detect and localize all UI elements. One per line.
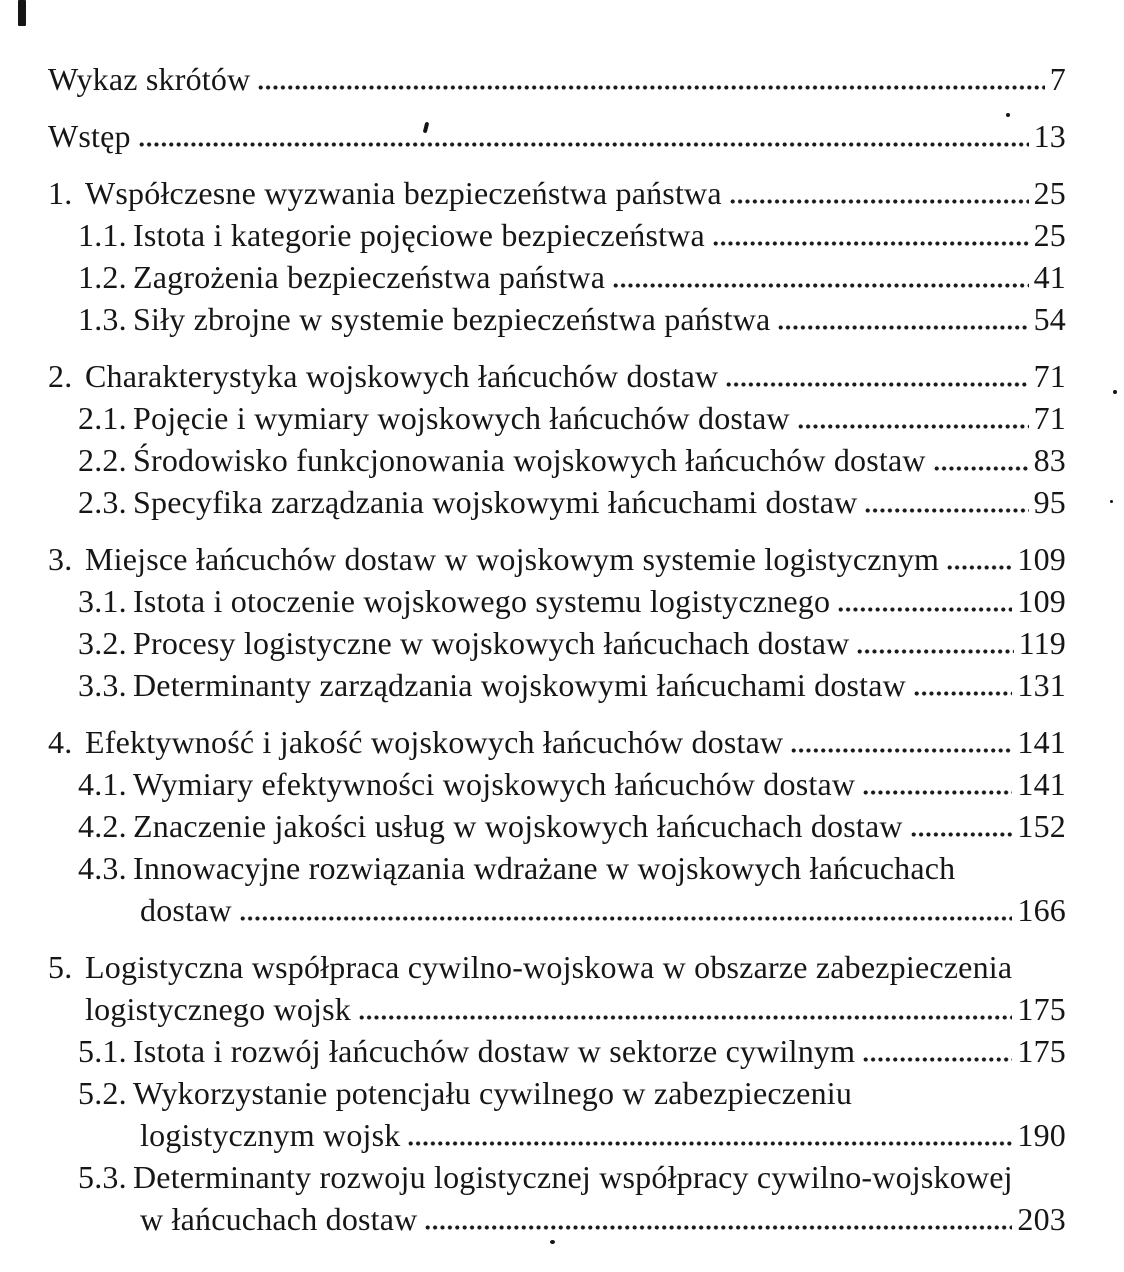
leader-dots [862,790,1012,795]
toc-entry-number: 4.3. [78,850,127,886]
toc-entry-number: 5.2. [78,1075,127,1111]
toc-page-number: 166 [1017,892,1066,928]
toc-entry-label: Charakterystyka wojskowych łańcuchów dostaw [85,358,719,394]
toc-entry-number: 4. [48,724,73,760]
toc-row [0,1072,1066,1114]
toc-entry-number: 1. [48,175,73,211]
toc-entry-number: 1.2. [78,259,127,295]
toc-row [0,763,1066,805]
toc-entry-number: 2.2. [78,442,127,478]
leader-dots [725,382,1028,387]
toc-entry-label: Istota i rozwój łańcuchów dostaw w sektorze cywilnym [133,1033,856,1069]
toc-row [0,256,1066,298]
toc-row [0,298,1066,340]
toc-entry-label: Środowisko funkcjonowania wojskowych łańcuchów dostaw [133,442,926,478]
toc-row [0,397,1066,439]
toc-entry-label: w łańcuchach dostaw [140,1201,418,1237]
leader-dots [837,607,1012,612]
toc-entry-label: Innowacyjne rozwiązania wdrażane w wojskowych łańcuchach [133,850,956,886]
toc-page-number: 95 [1033,484,1066,520]
scan-artifact-dot [1113,390,1117,394]
toc-entry-label: Istota i otoczenie wojskowego systemu logistycznego [133,583,831,619]
toc-entry-number: 5.1. [78,1033,127,1069]
toc-entry-label: Procesy logistyczne w wojskowych łańcuchach dostaw [133,625,850,661]
leader-dots [358,1015,1012,1020]
toc-page-number: 25 [1033,217,1066,253]
toc-entry-number: 3.1. [78,583,127,619]
scan-artifact-dot [1110,500,1113,503]
toc-page-number: 141 [1017,766,1066,802]
toc-row [0,1156,1066,1198]
toc-entry-number: 3.2. [78,625,127,661]
toc-row [0,115,1066,157]
toc-entry-label: Wykaz skrótów [48,61,251,97]
toc-row [0,946,1066,988]
toc-row [0,1114,1066,1156]
toc-entry-label: Efektywność i jakość wojskowych łańcuchów dostaw [85,724,784,760]
toc-page-number: 203 [1017,1201,1066,1237]
toc-row [0,172,1066,214]
leader-dots [239,916,1013,921]
toc-entry-number: 3.3. [78,667,127,703]
toc-page-number: 152 [1017,808,1066,844]
toc-page-number: 13 [1033,118,1066,154]
toc-entry-label: Współczesne wyzwania bezpieczeństwa państwa [85,175,722,211]
toc-page-number: 119 [1018,625,1066,661]
toc-row [0,847,1066,889]
scan-artifact-dot [550,1240,555,1244]
toc-entry-label: Pojęcie i wymiary wojskowych łańcuchów dostaw [133,400,790,436]
toc-entry-number: 4.1. [78,766,127,802]
toc-entry-label: dostaw [140,892,232,928]
toc-page-number: 71 [1033,400,1066,436]
toc-entry-label: Zagrożenia bezpieczeństwa państwa [133,259,606,295]
toc-page-number: 25 [1033,175,1066,211]
toc-page-number: 131 [1017,667,1066,703]
toc-entry-number: 2. [48,358,73,394]
leader-dots [946,565,1012,570]
leader-dots [790,748,1012,753]
toc-entry-label: Specyfika zarządzania wojskowymi łańcuchami dostaw [133,484,858,520]
toc-row [0,538,1066,580]
toc-page-number: 141 [1017,724,1066,760]
leader-dots [797,424,1029,429]
toc-page-number: 190 [1017,1117,1066,1153]
toc-row [0,805,1066,847]
toc-entry-label: Znaczenie jakości usług w wojskowych łańcuchach dostaw [133,808,903,844]
toc-entry-label: logistycznym wojsk [140,1117,401,1153]
leader-dots [138,142,1029,147]
toc-entry-label: Istota i kategorie pojęciowe bezpieczeństwa [133,217,705,253]
toc-row [0,214,1066,256]
toc-row [0,622,1066,664]
toc-entry-number: 5.3. [78,1159,127,1195]
toc-row [0,889,1066,931]
toc-row [0,58,1066,100]
leader-dots [913,691,1012,696]
leader-dots [910,832,1013,837]
scan-artifact-mark [18,0,26,26]
toc-entry-number: 3. [48,541,73,577]
toc-page-number: 83 [1033,442,1066,478]
toc-row [0,664,1066,706]
toc-page-number: 109 [1017,583,1066,619]
toc-row [0,580,1066,622]
toc-entry-label: Determinanty rozwoju logistycznej współpracy cywilno-wojskowej [133,1159,1013,1195]
toc-entry-label: Determinanty zarządzania wojskowymi łańcuchami dostaw [133,667,906,703]
toc-page-number: 54 [1033,301,1066,337]
toc-entry-number: 2.3. [78,484,127,520]
toc-row [0,439,1066,481]
leader-dots [424,1225,1012,1230]
toc-page-number: 71 [1033,358,1066,394]
toc-list [0,58,1066,1240]
toc-entry-label: Miejsce łańcuchów dostaw w wojskowym systemie logistycznym [85,541,940,577]
toc-entry-number: 4.2. [78,808,127,844]
leader-dots [933,466,1029,471]
toc-entry-number: 1.1. [78,217,127,253]
toc-entry-number: 1.3. [78,301,127,337]
toc-page-number: 175 [1017,991,1066,1027]
leader-dots [862,1057,1012,1062]
toc-entry-number: 2.1. [78,400,127,436]
toc-row [0,1030,1066,1072]
toc-page-number: 41 [1033,259,1066,295]
toc-entry-label: Siły zbrojne w systemie bezpieczeństwa państwa [133,301,771,337]
toc-entry-label: Wymiary efektywności wojskowych łańcuchów dostaw [133,766,856,802]
leader-dots [864,508,1028,513]
scan-artifact-dot [1006,113,1010,117]
toc-page-number: 175 [1017,1033,1066,1069]
toc-entry-label: Wykorzystanie potencjału cywilnego w zabezpieczeniu [133,1075,853,1111]
toc-row [0,355,1066,397]
toc-entry-label: Wstęp [48,118,131,154]
toc-row [0,1198,1066,1240]
toc-entry-number: 5. [48,949,73,985]
toc-row [0,481,1066,523]
leader-dots [729,199,1029,204]
leader-dots [856,649,1013,654]
toc-page-number: 109 [1017,541,1066,577]
toc-page-number: 7 [1049,61,1066,97]
leader-dots [257,85,1044,90]
toc-entry-label: logistycznego wojsk [85,991,351,1027]
leader-dots [777,325,1028,330]
leader-dots [407,1141,1012,1146]
toc-row [0,721,1066,763]
leader-dots [612,283,1028,288]
toc-entry-label: Logistyczna współpraca cywilno-wojskowa w obszarze zabezpieczenia [85,949,1013,985]
leader-dots [712,241,1029,246]
toc-row [0,988,1066,1030]
